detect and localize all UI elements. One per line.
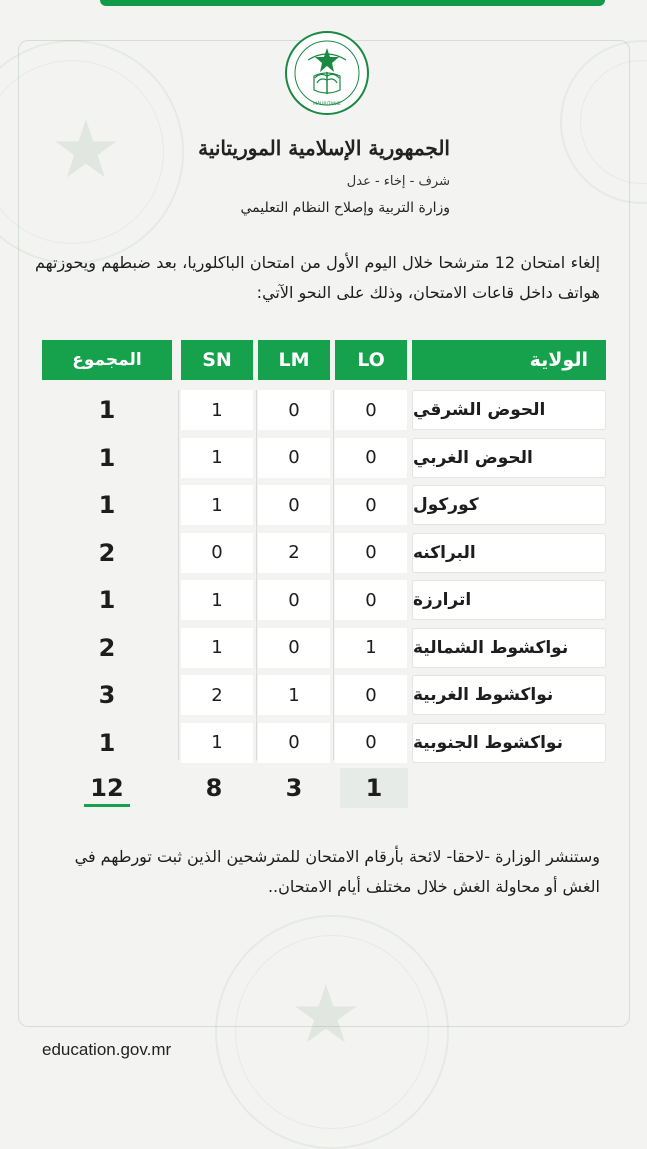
column-divider [178,390,179,760]
cell-lm: 1 [258,675,330,715]
sum-lo: 1 [340,768,408,808]
sum-lm: 3 [285,774,303,802]
cell-total: 1 [98,491,116,519]
cell-lo: 0 [335,723,407,763]
cell-sn: 1 [181,485,253,525]
cell-lm: 0 [258,723,330,763]
cell-total: 1 [98,443,116,472]
header-lm: LM [258,340,330,380]
cell-region: اترارزة [412,580,606,620]
cell-sn: 0 [181,533,253,573]
national-motto: شرف - إخاء - عدل [346,174,450,189]
watermark-star-left: ★ [50,103,122,196]
sum-total: 12 [90,774,124,802]
header-region: الولاية [412,340,606,380]
cell-sn: 2 [181,675,253,715]
republic-title: الجمهورية الإسلامية الموريتانية [198,136,450,160]
ministry-name: وزارة التربية وإصلاح النظام التعليمي [240,200,450,216]
cell-total: 1 [98,396,116,424]
cell-total: 2 [98,633,116,662]
header-total: المجموع [42,340,172,380]
cell-total: 1 [98,728,116,757]
cell-lo: 0 [335,675,407,715]
header-sn: SN [181,340,253,380]
website-url[interactable]: education.gov.mr [42,1040,172,1059]
cell-lm: 2 [258,533,330,573]
cell-total: 3 [98,681,116,709]
cell-lm: 0 [258,485,330,525]
header-lo: LO [335,340,407,380]
cell-lo: 0 [335,438,407,478]
cell-lm: 0 [258,438,330,478]
cell-lm: 0 [258,580,330,620]
svg-text:MAURITANIE: MAURITANIE [313,102,341,107]
cell-total: 2 [98,538,116,567]
cell-lm: 0 [258,628,330,668]
cell-lm: 0 [258,390,330,430]
cell-region: الحوض الشرقي [412,390,606,430]
cell-lo: 0 [335,580,407,620]
sum-underline [84,804,130,807]
cell-region: كوركول [412,485,606,525]
cell-lo: 1 [335,628,407,668]
sum-sn: 8 [205,774,223,802]
top-accent-bar [100,0,605,6]
cell-lo: 0 [335,485,407,525]
column-divider [256,390,257,760]
cell-sn: 1 [181,723,253,763]
cell-region: البراكنه [412,533,606,573]
cell-region: الحوض الغربي [412,438,606,478]
cell-region: نواكشوط الشمالية [412,628,606,668]
cell-sn: 1 [181,390,253,430]
outro-paragraph: وستنشر الوزارة -لاحقا- لائحة بأرقام الامتحان للمترشحين الذين ثبت تورطهم في الغش أو محاولة الغش خلال مختلف أيام الامتحان.. [74,847,600,896]
cell-region: نواكشوط الجنوبية [412,723,606,763]
watermark-star-bottom: ★ [290,968,362,1061]
intro-paragraph: إلغاء امتحان 12 مترشحا خلال اليوم الأول من امتحان الباكلوريا، بعد ضبطهم ويحوزتهم هواتف داخل قاعات الامتحان، وذلك على النحو الآتي: [35,253,601,302]
cell-lo: 0 [335,390,407,430]
cell-sn: 1 [181,438,253,478]
cell-region: نواكشوط الغربية [412,675,606,715]
cell-lo: 0 [335,533,407,573]
national-emblem [284,30,370,116]
cell-sn: 1 [181,628,253,668]
cell-total: 1 [98,586,116,614]
cell-sn: 1 [181,580,253,620]
column-divider [333,390,334,760]
